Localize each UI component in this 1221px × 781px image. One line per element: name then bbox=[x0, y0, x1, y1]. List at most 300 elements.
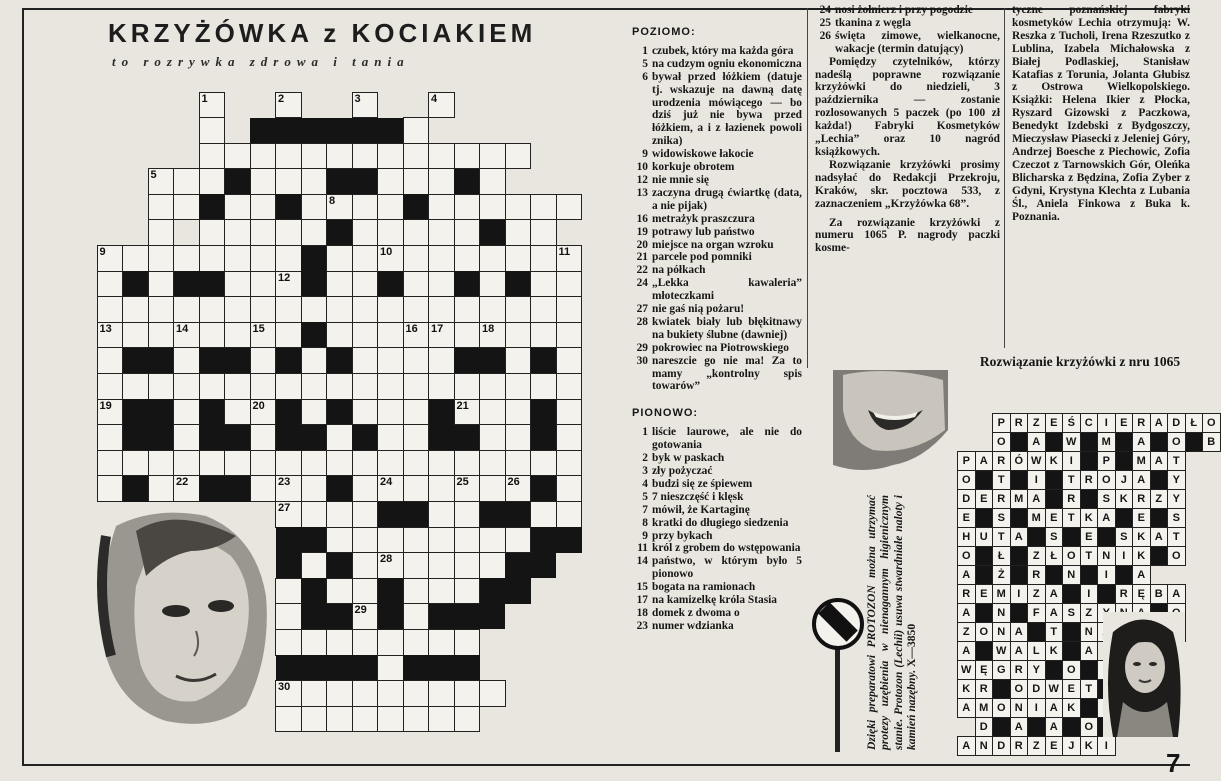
crossword-cell bbox=[326, 143, 353, 170]
clue-item-text: na kamizelkę króla Stasia bbox=[652, 594, 777, 607]
crossword-black-cell bbox=[378, 604, 404, 630]
crossword-cell bbox=[403, 680, 430, 707]
clue-item-number: 17 bbox=[636, 594, 648, 607]
solution-letter: A bbox=[1150, 527, 1169, 547]
crossword-cell bbox=[454, 629, 481, 656]
solution-letter: M bbox=[1132, 451, 1151, 471]
crossword-cell bbox=[428, 680, 455, 707]
solution-black-cell bbox=[975, 603, 994, 623]
solution-letter: H bbox=[957, 527, 976, 547]
crossword-cell bbox=[428, 194, 455, 221]
crossword-cell bbox=[250, 143, 277, 170]
crossword-cell bbox=[556, 245, 583, 272]
crossword-black-cell bbox=[148, 348, 174, 374]
solution-black-cell bbox=[1010, 546, 1029, 566]
solution-letter: D bbox=[957, 489, 976, 509]
crossword-black-cell bbox=[148, 399, 174, 425]
solution-letter: A bbox=[975, 451, 994, 471]
crossword-cell bbox=[173, 424, 200, 451]
crossword-cell bbox=[97, 296, 124, 323]
crossword-black-cell bbox=[454, 604, 480, 630]
crossword-empty bbox=[225, 118, 251, 144]
crossword-cell bbox=[530, 271, 557, 298]
crossword-black-cell bbox=[531, 476, 557, 502]
solution-letter: K bbox=[1132, 546, 1151, 566]
clue-item bbox=[632, 148, 802, 161]
solution-letter: K bbox=[1115, 489, 1134, 509]
crossword-cell bbox=[199, 168, 226, 195]
clue-number: 9 bbox=[99, 246, 106, 259]
solution-black-cell bbox=[1027, 622, 1046, 642]
solution-letter: W bbox=[992, 641, 1011, 661]
solution-letter: T bbox=[1062, 470, 1081, 490]
crossword-cell bbox=[250, 373, 277, 400]
crossword-cell bbox=[352, 501, 379, 528]
crossword-cell bbox=[173, 399, 200, 426]
crossword-empty bbox=[97, 220, 123, 246]
crossword-cell bbox=[505, 245, 532, 272]
solution-letter: T bbox=[1080, 679, 1099, 699]
solution-letter: P bbox=[1097, 451, 1116, 471]
crossword-empty bbox=[556, 655, 582, 681]
crossword-empty bbox=[378, 92, 404, 118]
solution-letter: S bbox=[1097, 489, 1116, 509]
solution-row bbox=[957, 565, 1150, 585]
solution-letter: O bbox=[992, 698, 1011, 718]
crossword-black-cell bbox=[123, 399, 149, 425]
solution-letter: A bbox=[957, 603, 976, 623]
crossword-cell bbox=[148, 219, 175, 246]
clue-item-number: 13 bbox=[636, 186, 648, 199]
solution-letter: K bbox=[1080, 508, 1099, 528]
crossword-black-cell bbox=[225, 425, 251, 451]
solution-letter: S bbox=[1115, 527, 1134, 547]
crossword-empty bbox=[505, 629, 531, 655]
crossword-cell bbox=[403, 527, 430, 554]
solution-letter: W bbox=[1027, 451, 1046, 471]
crossword-cell bbox=[250, 168, 277, 195]
solution-letter: Ó bbox=[1010, 451, 1029, 471]
solution-letter: E bbox=[1045, 508, 1064, 528]
crossword-cell bbox=[122, 245, 149, 272]
announcement-winners-start bbox=[815, 217, 1000, 256]
crossword-cell bbox=[224, 219, 251, 246]
crossword-black-cell bbox=[199, 194, 225, 220]
solution-black-cell bbox=[1115, 508, 1134, 528]
solution-letter: K bbox=[1045, 451, 1064, 471]
crossword-empty bbox=[403, 92, 429, 118]
crossword-cell bbox=[275, 501, 302, 528]
solution-letter: E bbox=[1045, 413, 1064, 433]
solution-letter: A bbox=[1150, 413, 1169, 433]
solution-black-cell bbox=[1045, 565, 1064, 585]
clue-item-text: kratki do długiego siedzenia bbox=[652, 516, 789, 529]
crossword-cell bbox=[454, 578, 481, 605]
clue-item bbox=[632, 581, 802, 594]
solution-letter: K bbox=[957, 679, 976, 699]
crossword-cell bbox=[301, 219, 328, 246]
crossword-black-cell bbox=[378, 578, 404, 604]
crossword-cell bbox=[97, 373, 124, 400]
crossword-cell bbox=[173, 245, 200, 272]
crossword-cell bbox=[377, 706, 404, 733]
crossword-empty bbox=[480, 655, 506, 681]
clue-item-number: 5 bbox=[642, 490, 648, 503]
crossword-cell bbox=[122, 450, 149, 477]
crossword-empty bbox=[123, 220, 149, 246]
crossword-cell bbox=[505, 373, 532, 400]
clue-number: 14 bbox=[176, 322, 189, 335]
crossword-black-cell bbox=[480, 220, 506, 246]
crossword-cell bbox=[403, 347, 430, 374]
solution-letter: I bbox=[1027, 698, 1046, 718]
clue-item bbox=[632, 277, 802, 303]
crossword-black-cell bbox=[403, 502, 429, 528]
crossword-black-cell bbox=[505, 578, 531, 604]
solution-letter: G bbox=[992, 660, 1011, 680]
crossword-empty bbox=[250, 92, 276, 118]
crossword-cell bbox=[250, 424, 277, 451]
crossword-cell bbox=[479, 475, 506, 502]
solution-black-cell bbox=[1010, 565, 1029, 585]
crossword-black-cell bbox=[531, 553, 557, 579]
crossword-empty bbox=[505, 655, 531, 681]
crossword-cell bbox=[275, 92, 302, 119]
crossword-black-cell bbox=[276, 348, 302, 374]
crossword-cell bbox=[352, 373, 379, 400]
crossword-cell bbox=[326, 706, 353, 733]
crossword-cell bbox=[122, 296, 149, 323]
kitten-photo bbox=[96, 506, 274, 726]
crossword-black-cell bbox=[378, 502, 404, 528]
solution-black-cell bbox=[1097, 584, 1116, 604]
solution-letter: N bbox=[1080, 622, 1099, 642]
clue-number: 30 bbox=[278, 681, 291, 694]
crossword-cell bbox=[148, 475, 175, 502]
solution-letter: N bbox=[992, 622, 1011, 642]
clue-number: 11 bbox=[558, 246, 571, 259]
crossword-cell bbox=[97, 424, 124, 451]
crossword-cell bbox=[326, 296, 353, 323]
clue-item-text: na cudzym ogniu ekonomiczna bbox=[652, 57, 802, 70]
crossword-cell bbox=[377, 296, 404, 323]
clue-item-text: korkuje obrotem bbox=[652, 161, 735, 174]
solution-letter: Ł bbox=[1185, 413, 1204, 433]
crossword-cell bbox=[377, 143, 404, 170]
crossword-cell bbox=[428, 271, 455, 298]
crossword-cell bbox=[428, 629, 455, 656]
crossword-cell bbox=[403, 143, 430, 170]
crossword-black-cell bbox=[276, 527, 302, 553]
crossword-cell bbox=[250, 322, 277, 349]
crossword-cell bbox=[148, 168, 175, 195]
solution-letter: A bbox=[1045, 603, 1064, 623]
solution-letter: N bbox=[992, 603, 1011, 623]
across-heading: POZIOMO: bbox=[632, 26, 696, 38]
solution-letter: E bbox=[1132, 508, 1151, 528]
crossword-cell bbox=[403, 424, 430, 451]
crossword-cell bbox=[530, 219, 557, 246]
crossword-cell bbox=[556, 296, 583, 323]
solution-letter: I bbox=[1062, 451, 1081, 471]
crossword-cell bbox=[454, 706, 481, 733]
crossword-cell bbox=[505, 143, 532, 170]
clue-item bbox=[632, 542, 802, 555]
clue-item-text: nie gaś nią pożaru! bbox=[652, 303, 745, 316]
solution-letter: N bbox=[1097, 546, 1116, 566]
crossword-black-cell bbox=[225, 348, 251, 374]
crossword-cell bbox=[224, 143, 251, 170]
clue-item-number: 2 bbox=[642, 452, 648, 465]
crossword-cell bbox=[556, 271, 583, 298]
crossword-cell bbox=[250, 296, 277, 323]
crossword-cell bbox=[428, 578, 455, 605]
solution-letter: E bbox=[975, 489, 994, 509]
clue-number: 4 bbox=[431, 92, 438, 105]
crossword-black-cell bbox=[123, 425, 149, 451]
crossword-empty bbox=[556, 604, 582, 630]
crossword-cell bbox=[352, 92, 379, 119]
solution-letter: P bbox=[957, 451, 976, 471]
solution-letter: T bbox=[1062, 508, 1081, 528]
crossword-cell bbox=[403, 271, 430, 298]
clue-item-number: 24 bbox=[819, 4, 831, 16]
crossword-empty bbox=[97, 118, 123, 144]
clue-item-number: 19 bbox=[636, 225, 648, 238]
clue-number: 5 bbox=[150, 169, 157, 182]
crossword-cell bbox=[454, 245, 481, 272]
crossword-cell bbox=[326, 629, 353, 656]
crossword-cell bbox=[530, 296, 557, 323]
crossword-black-cell bbox=[301, 655, 327, 681]
solution-letter: R bbox=[957, 584, 976, 604]
crossword-cell bbox=[428, 706, 455, 733]
crossword-empty bbox=[123, 143, 149, 169]
crossword-cell bbox=[479, 424, 506, 451]
crossword-cell bbox=[199, 373, 226, 400]
solution-letter: K bbox=[1132, 527, 1151, 547]
solution-black-cell bbox=[975, 470, 994, 490]
solution-black-cell bbox=[975, 546, 994, 566]
crossword-cell bbox=[352, 399, 379, 426]
crossword-black-cell bbox=[327, 348, 353, 374]
solution-black-cell bbox=[1062, 527, 1081, 547]
crossword-cell bbox=[352, 706, 379, 733]
clue-item-text: król z grobem do wstępowania bbox=[652, 542, 801, 555]
crossword-cell bbox=[199, 219, 226, 246]
crossword-black-cell bbox=[327, 553, 353, 579]
crossword-cell bbox=[479, 194, 506, 221]
crossword-cell bbox=[224, 399, 251, 426]
crossword-black-cell bbox=[123, 271, 149, 297]
solution-letter: A bbox=[1132, 470, 1151, 490]
solution-letter: R bbox=[975, 679, 994, 699]
crossword-cell bbox=[403, 168, 430, 195]
crossword-cell bbox=[275, 219, 302, 246]
crossword-cell bbox=[199, 450, 226, 477]
crossword-cell bbox=[530, 194, 557, 221]
solution-letter: A bbox=[1027, 489, 1046, 509]
solution-letter: Z bbox=[1027, 584, 1046, 604]
solution-black-cell bbox=[1045, 489, 1064, 509]
crossword-black-cell bbox=[174, 271, 200, 297]
clue-item-text: parcele pod pomniki bbox=[652, 251, 752, 264]
clue-number: 27 bbox=[278, 502, 291, 514]
crossword-cell bbox=[352, 271, 379, 298]
crossword-cell bbox=[403, 373, 430, 400]
crossword-empty bbox=[97, 194, 123, 220]
crossword-cell bbox=[556, 399, 583, 426]
solution-letter: R bbox=[1010, 413, 1029, 433]
crossword-black-cell bbox=[352, 425, 378, 451]
solution-black-cell bbox=[1080, 565, 1099, 585]
solution-letter: A bbox=[1150, 451, 1169, 471]
crossword-empty bbox=[174, 143, 200, 169]
clue-item-text: zły pożyczać bbox=[652, 465, 713, 477]
clue-item bbox=[632, 504, 802, 517]
clue-item bbox=[632, 226, 802, 239]
solution-letter: R bbox=[1132, 489, 1151, 509]
solution-letter: A bbox=[1080, 641, 1099, 661]
crossword-cell bbox=[479, 296, 506, 323]
clue-item-text: metrażyk praszczura bbox=[652, 212, 755, 225]
crossword-black-cell bbox=[480, 502, 506, 528]
crossword-empty bbox=[531, 118, 557, 144]
down-list bbox=[632, 426, 802, 633]
announcement-address: Rozwiązanie krzyżówki prosimy nadsyłać do Redakcji Przekroju, Kraków, skr. pocztowa 533, z zaznaczeniem „Krzyżówka 68”. bbox=[815, 158, 1000, 210]
crossword-cell bbox=[199, 245, 226, 272]
crossword-empty bbox=[531, 706, 557, 732]
solution-letter: Ś bbox=[1062, 413, 1081, 433]
clue-number: 18 bbox=[482, 322, 495, 335]
solution-letter: N bbox=[975, 736, 994, 756]
crossword-empty bbox=[531, 578, 557, 604]
clue-item bbox=[632, 620, 802, 633]
crossword-cell bbox=[556, 501, 583, 528]
crossword-black-cell bbox=[327, 220, 353, 246]
crossword-black-cell bbox=[505, 553, 531, 579]
crossword-cell bbox=[454, 373, 481, 400]
crossword-cell bbox=[479, 322, 506, 349]
crossword-cell bbox=[97, 347, 124, 374]
clue-item-text: mówił, że Kartaginę bbox=[652, 503, 750, 516]
solution-letter: A bbox=[1010, 527, 1029, 547]
crossword-cell bbox=[250, 219, 277, 246]
solution-letter: W bbox=[1062, 432, 1081, 452]
crossword-cell bbox=[326, 450, 353, 477]
clue-item bbox=[815, 17, 1000, 30]
solution-letter: M bbox=[1097, 432, 1116, 452]
clue-item-number: 27 bbox=[636, 303, 648, 316]
solution-black-cell bbox=[1150, 508, 1169, 528]
solution-letter: I bbox=[1010, 584, 1029, 604]
crossword-cell bbox=[479, 399, 506, 426]
crossword-cell bbox=[173, 450, 200, 477]
crossword-cell bbox=[556, 424, 583, 451]
crossword-black-cell bbox=[480, 604, 506, 630]
solution-letter: K bbox=[1080, 736, 1099, 756]
clue-number: 21 bbox=[456, 399, 469, 412]
solution-letter: F bbox=[1027, 603, 1046, 623]
clue-item-number: 3 bbox=[642, 465, 648, 477]
solution-black-cell bbox=[1027, 717, 1046, 737]
solution-letter: O bbox=[1062, 660, 1081, 680]
solution-letter: K bbox=[1062, 698, 1081, 718]
crossword-cell bbox=[530, 322, 557, 349]
clue-item-text: potrawy lub państwo bbox=[652, 225, 755, 238]
crossword-cell bbox=[556, 322, 583, 349]
crossword-cell bbox=[352, 450, 379, 477]
crossword-black-cell bbox=[276, 425, 302, 451]
crossword-cell bbox=[377, 373, 404, 400]
crossword-cell bbox=[377, 680, 404, 707]
crossword-cell bbox=[199, 296, 226, 323]
clue-item-text: „Lekka kawaleria” młoteczkami bbox=[652, 277, 802, 303]
crossword-cell bbox=[428, 296, 455, 323]
solution-row bbox=[957, 546, 1185, 566]
clue-item-text: nie mnie się bbox=[652, 173, 709, 186]
solution-letter: Ł bbox=[992, 546, 1011, 566]
announcement-winners-cont bbox=[1012, 4, 1190, 223]
crossword-empty bbox=[556, 118, 582, 144]
ad-text: Dzięki preparatowi PROTOZON można utrzymać protezy uzębienia w nienagannym higienicznym stanie. Protozon (Lechii) usuwa stwardniałe naloty i kamień nazębny. bbox=[865, 495, 919, 750]
clue-number: 22 bbox=[176, 476, 189, 489]
solution-row bbox=[992, 432, 1220, 452]
solution-letter: T bbox=[1080, 546, 1099, 566]
crossword-cell bbox=[352, 475, 379, 502]
crossword-empty bbox=[174, 220, 200, 246]
solution-black-cell bbox=[1010, 470, 1029, 490]
clue-item-text: widowiskowe łakocie bbox=[652, 148, 754, 161]
solution-letter: A bbox=[1097, 508, 1116, 528]
winners-text-part-2: tyczne poznańskiej fabryki kosmetyków Lechia otrzymują: W. Reszka z Tucholi, Irena Rzeszutko z Lublina, Izabela Michałowska z Białej Podlaskiej, Stanisław Katafias z Torunia, Jolanta Głubisz z Ostrowa Wielkopolskiego. Książki: Helena Ikier z Płocka, Ryszard Gizowski z Paczkowa, Benedykt Izdebski z Bydgoszczy, Mieczysław Piasecki z Jeleniej Góry, Andrzej Boesche z Piechowic, Zofia Czeczot z Tarnowskich Gór, Oleńka Blicharska z Będzina, Zofia Zyber z Gdyni, Krystyna Klechta z Lubania Śl., Aniela Finkowa z Buka k. Poznania. bbox=[1012, 4, 1190, 223]
crossword-cell bbox=[428, 475, 455, 502]
crossword-cell bbox=[224, 322, 251, 349]
crossword-cell bbox=[556, 373, 583, 400]
solution-letter: O bbox=[1010, 679, 1029, 699]
crossword-cell bbox=[505, 347, 532, 374]
crossword-cell bbox=[326, 527, 353, 554]
clue-item bbox=[632, 465, 802, 478]
clue-item bbox=[632, 316, 802, 342]
crossword-black-cell bbox=[531, 348, 557, 374]
crossword-black-cell bbox=[327, 476, 353, 502]
crossword-empty bbox=[225, 92, 251, 118]
solution-letter: D bbox=[1027, 679, 1046, 699]
crossword-cell bbox=[250, 475, 277, 502]
crossword-cell bbox=[326, 424, 353, 451]
clue-number: 12 bbox=[278, 271, 291, 284]
crossword-cell bbox=[275, 168, 302, 195]
solution-letter: T bbox=[1045, 622, 1064, 642]
crossword-black-cell bbox=[199, 348, 225, 374]
crossword-black-cell bbox=[276, 553, 302, 579]
crossword-cell bbox=[377, 347, 404, 374]
crossword-cell bbox=[530, 373, 557, 400]
crossword-empty bbox=[480, 92, 506, 118]
clue-item-number: 7 bbox=[642, 503, 648, 516]
crossword-black-cell bbox=[123, 476, 149, 502]
crossword-black-cell bbox=[301, 118, 327, 144]
clue-number: 20 bbox=[252, 399, 265, 412]
solution-letter: Z bbox=[1080, 603, 1099, 623]
solution-letter: A bbox=[1132, 565, 1151, 585]
clue-item-number: 6 bbox=[642, 70, 648, 83]
crossword-cell bbox=[301, 194, 328, 221]
clue-number: 15 bbox=[252, 322, 265, 335]
crossword-cell bbox=[97, 322, 124, 349]
crossword-cell bbox=[454, 296, 481, 323]
